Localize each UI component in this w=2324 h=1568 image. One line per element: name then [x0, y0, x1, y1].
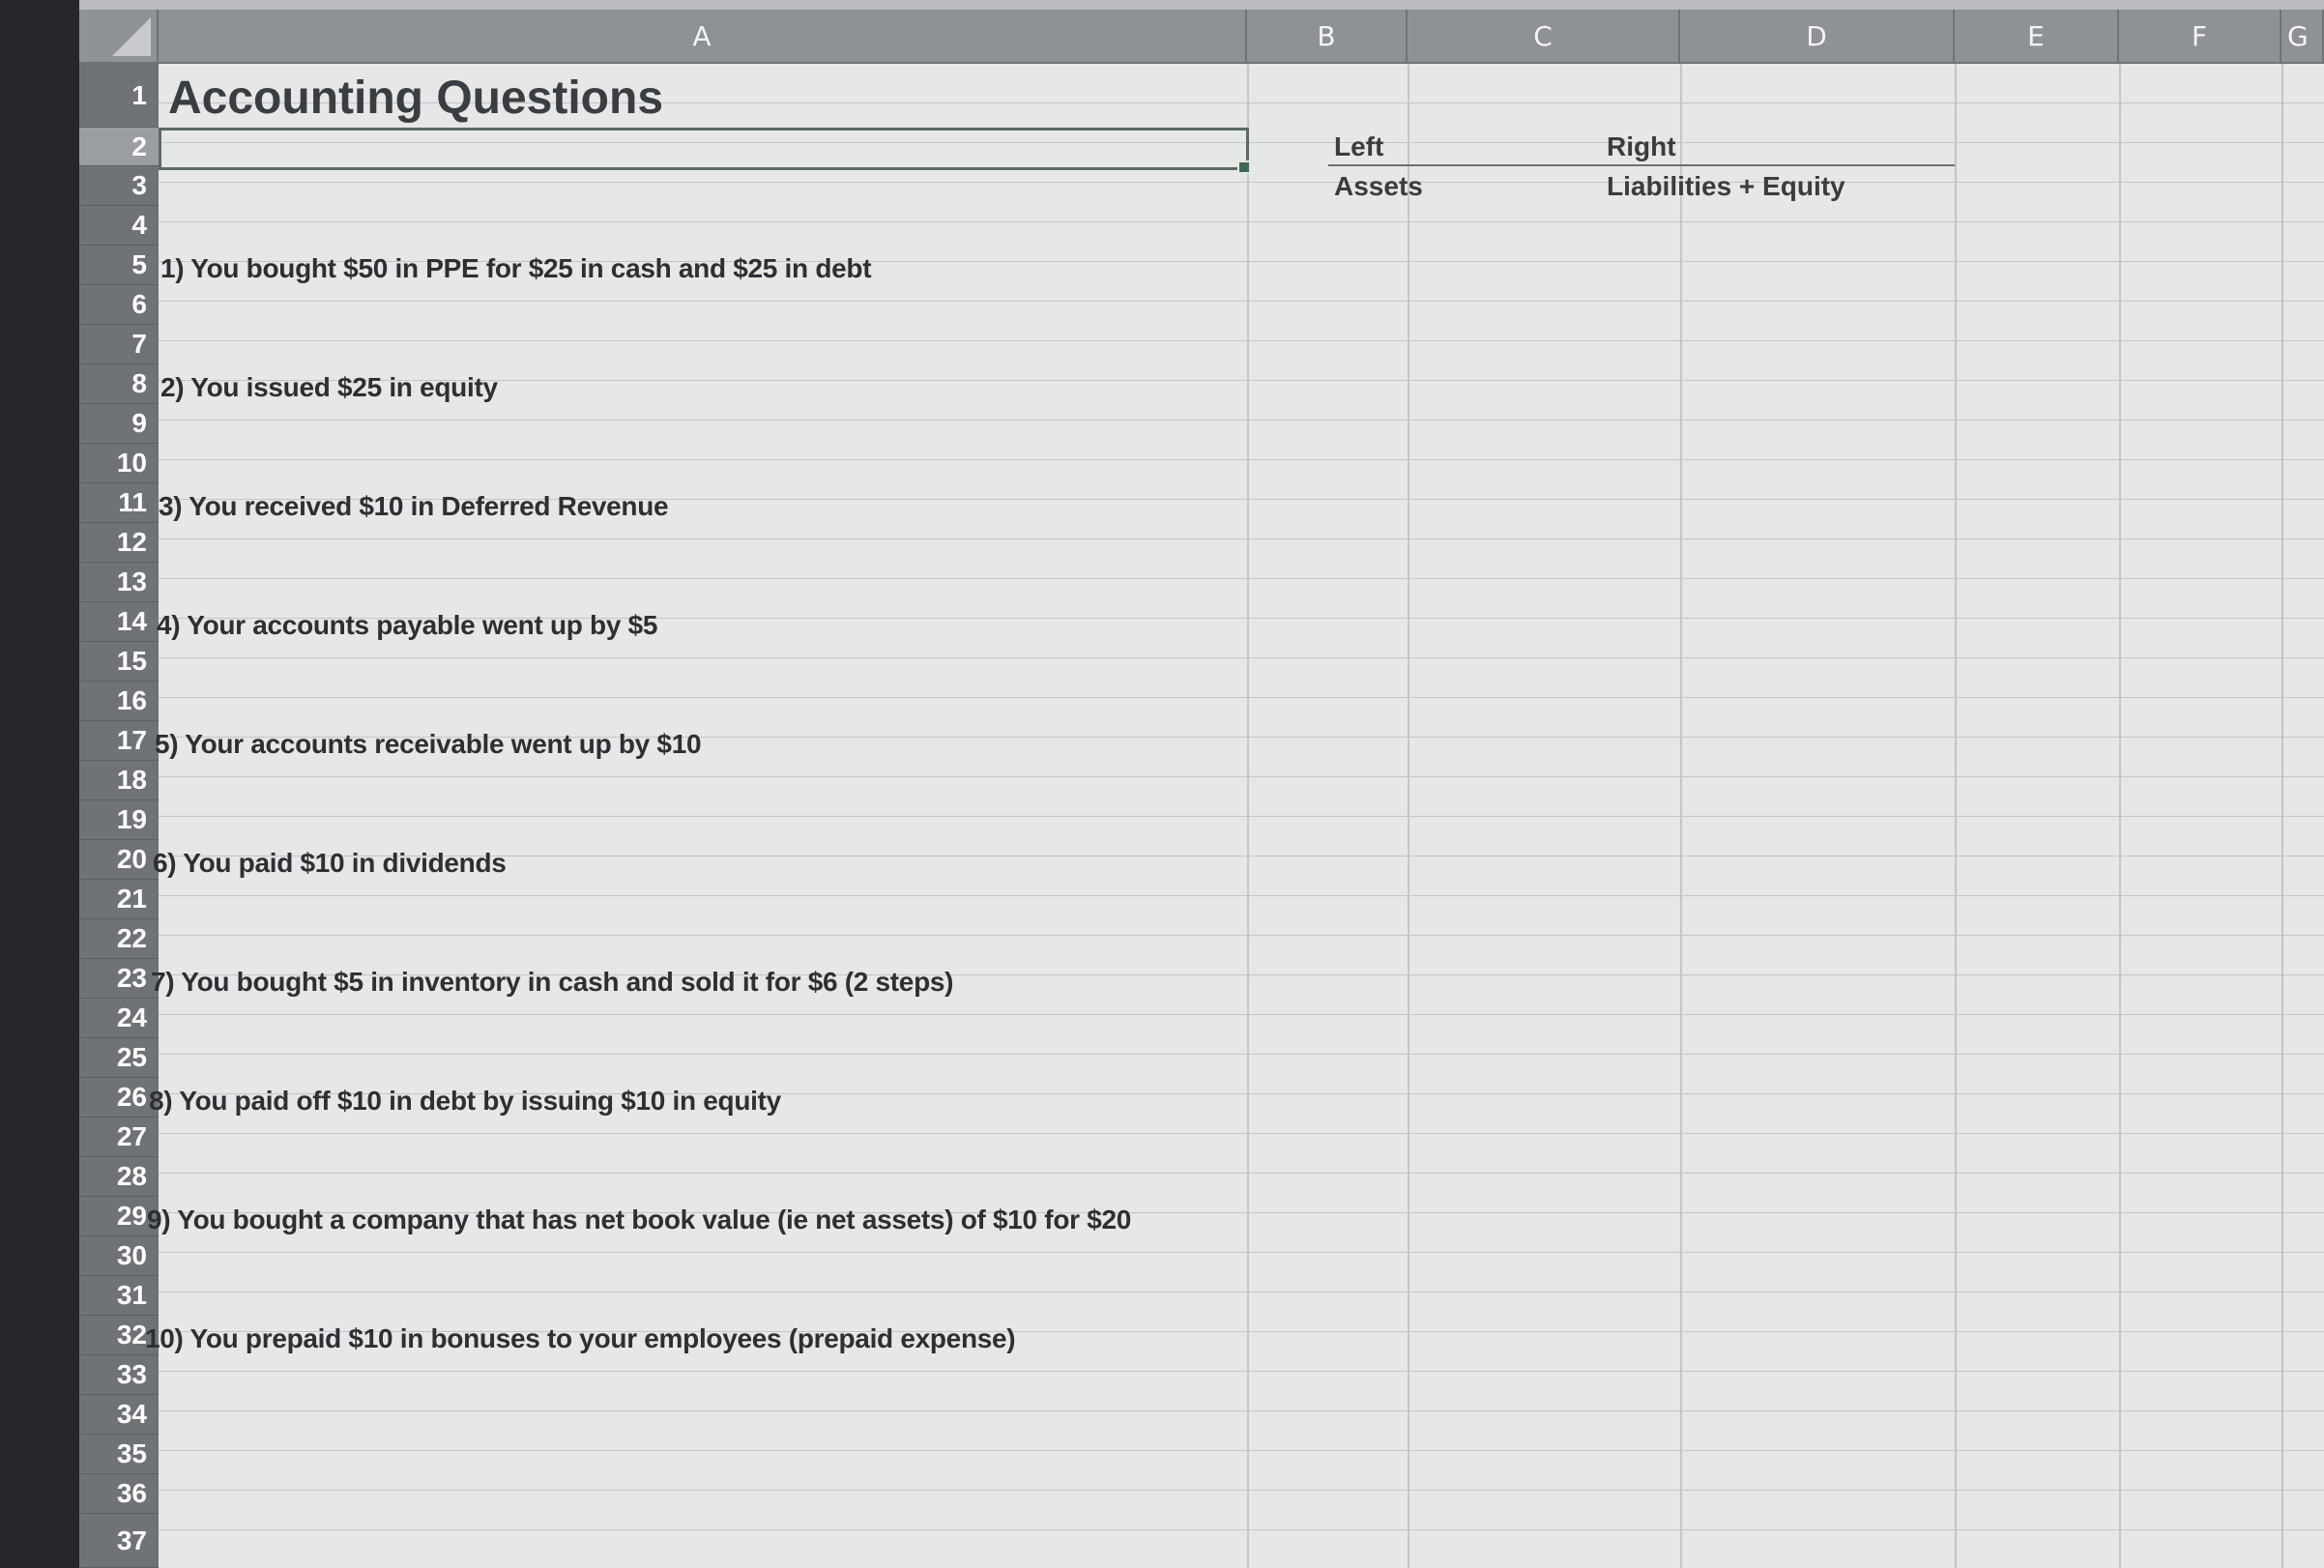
row-header-30[interactable] [79, 1236, 159, 1276]
question-2: 2) You issued $25 in equity [160, 372, 498, 402]
select-all-triangle-icon [112, 17, 151, 56]
row-header-5[interactable] [79, 246, 159, 285]
column-header-b[interactable] [1247, 10, 1408, 64]
row-header-16[interactable] [79, 682, 159, 721]
row-label: 15 [116, 646, 147, 676]
fill-handle-icon[interactable] [1237, 160, 1251, 174]
column-label-g: G [2287, 19, 2309, 52]
row-label: 29 [116, 1201, 147, 1231]
column-label-c: C [1533, 19, 1553, 52]
row-header-2[interactable] [79, 128, 159, 166]
row-label: 21 [116, 884, 147, 914]
selected-cell-a2[interactable] [159, 128, 1249, 170]
column-header-a[interactable] [159, 10, 1247, 64]
row-header-27[interactable] [79, 1118, 159, 1157]
row-label: 37 [116, 1524, 147, 1555]
row-header-36[interactable] [79, 1474, 159, 1514]
row-header-9[interactable] [79, 404, 159, 444]
row-header-10[interactable] [79, 444, 159, 483]
row-header-20[interactable] [79, 840, 159, 880]
row-header-8[interactable] [79, 364, 159, 404]
row-label: 7 [131, 329, 147, 359]
row-header-18[interactable] [79, 761, 159, 800]
column-label-e: E [2027, 19, 2045, 52]
column-header-g[interactable] [2281, 10, 2324, 64]
row-label: 11 [118, 487, 147, 517]
column-label-d: D [1806, 19, 1827, 52]
right-label: Right [1607, 131, 1676, 161]
column-label-f: F [2191, 19, 2208, 52]
sheet-title: Accounting Questions [168, 73, 664, 124]
gridline [2281, 64, 2283, 1568]
question-4: 4) Your accounts payable went up by $5 [157, 610, 658, 640]
row-header-28[interactable] [79, 1157, 159, 1197]
row-label: 27 [116, 1121, 147, 1151]
row-label: 23 [116, 963, 147, 993]
row-label: 32 [116, 1320, 147, 1350]
row-header-33[interactable] [79, 1355, 159, 1395]
question-3: 3) You received $10 in Deferred Revenue [159, 491, 669, 521]
select-all-button[interactable] [79, 10, 159, 64]
row-header-14[interactable] [79, 602, 159, 642]
column-label-a: A [692, 19, 712, 52]
gridline [1408, 64, 1409, 1568]
gridline [1247, 64, 1249, 1568]
row-label: 19 [116, 804, 147, 834]
row-header-31[interactable] [79, 1276, 159, 1316]
row-header-11[interactable] [79, 483, 159, 523]
ribbon-edge [79, 0, 2324, 10]
question-8: 8) You paid off $10 in debt by issuing $10 in equity [149, 1086, 781, 1116]
row-header-26[interactable] [79, 1078, 159, 1118]
row-label: 28 [116, 1161, 147, 1191]
row-header-25[interactable] [79, 1038, 159, 1078]
question-5: 5) Your accounts receivable went up by $10 [155, 729, 702, 759]
row-header-15[interactable] [79, 642, 159, 682]
row-label: 22 [116, 923, 147, 953]
row-label: 31 [116, 1280, 147, 1310]
question-1: 1) You bought $50 in PPE for $25 in cash and $25 in debt [160, 253, 872, 283]
liabilities-equity-label: Liabilities + Equity [1607, 171, 1845, 201]
row-label: 34 [116, 1399, 147, 1429]
gridline [2119, 64, 2121, 1568]
row-header-21[interactable] [79, 880, 159, 919]
column-header-e[interactable] [1955, 10, 2119, 64]
row-header-12[interactable] [79, 523, 159, 563]
column-header-f[interactable] [2119, 10, 2281, 64]
row-label: 24 [116, 1002, 147, 1032]
row-label: 16 [116, 685, 147, 715]
row-label: 10 [116, 448, 147, 478]
row-label: 33 [116, 1359, 147, 1389]
row-header-13[interactable] [79, 563, 159, 602]
row-label: 17 [116, 725, 147, 755]
gridline [1955, 64, 1957, 1568]
question-6: 6) You paid $10 in dividends [153, 848, 507, 878]
row-header-22[interactable] [79, 919, 159, 959]
row-label: 26 [116, 1082, 147, 1112]
row-label: 30 [116, 1240, 147, 1270]
row-header-35[interactable] [79, 1435, 159, 1474]
row-label: 1 [131, 79, 147, 110]
row-label: 2 [131, 131, 147, 161]
row-label: 8 [131, 368, 147, 398]
column-header-c[interactable] [1408, 10, 1680, 64]
assets-label: Assets [1334, 171, 1423, 201]
row-label: 13 [116, 566, 147, 596]
row-header-37[interactable] [79, 1514, 159, 1568]
row-header-19[interactable] [79, 800, 159, 840]
row-header-24[interactable] [79, 999, 159, 1038]
row-label: 35 [116, 1438, 147, 1468]
row-header-17[interactable] [79, 721, 159, 761]
row-label: 9 [131, 408, 147, 438]
row-header-1[interactable] [79, 64, 159, 128]
gridline [1680, 64, 1682, 1568]
row-header-34[interactable] [79, 1395, 159, 1435]
left-label: Left [1334, 131, 1384, 161]
column-label-b: B [1317, 19, 1336, 52]
row-label: 36 [116, 1478, 147, 1508]
row-label: 25 [116, 1042, 147, 1072]
row-header-3[interactable] [79, 166, 159, 206]
header-underline [1328, 164, 1955, 166]
row-label: 5 [131, 249, 147, 279]
row-label: 3 [131, 170, 147, 200]
row-label: 18 [116, 765, 147, 795]
row-label: 4 [131, 210, 147, 240]
question-7: 7) You bought $5 in inventory in cash and sold it for $6 (2 steps) [151, 967, 954, 997]
question-9: 9) You bought a company that has net book value (ie net assets) of $10 for $20 [147, 1205, 1132, 1234]
row-label: 12 [116, 527, 147, 557]
row-label: 20 [116, 844, 147, 874]
row-header-6[interactable] [79, 285, 159, 325]
question-10: 10) You prepaid $10 in bonuses to your employees (prepaid expense) [145, 1323, 1016, 1353]
row-header-7[interactable] [79, 325, 159, 364]
row-label: 6 [131, 289, 147, 319]
row-header-4[interactable] [79, 206, 159, 246]
row-header-23[interactable] [79, 959, 159, 999]
spreadsheet-grid [79, 0, 2324, 1568]
row-label: 14 [116, 606, 147, 636]
column-header-d[interactable] [1680, 10, 1955, 64]
